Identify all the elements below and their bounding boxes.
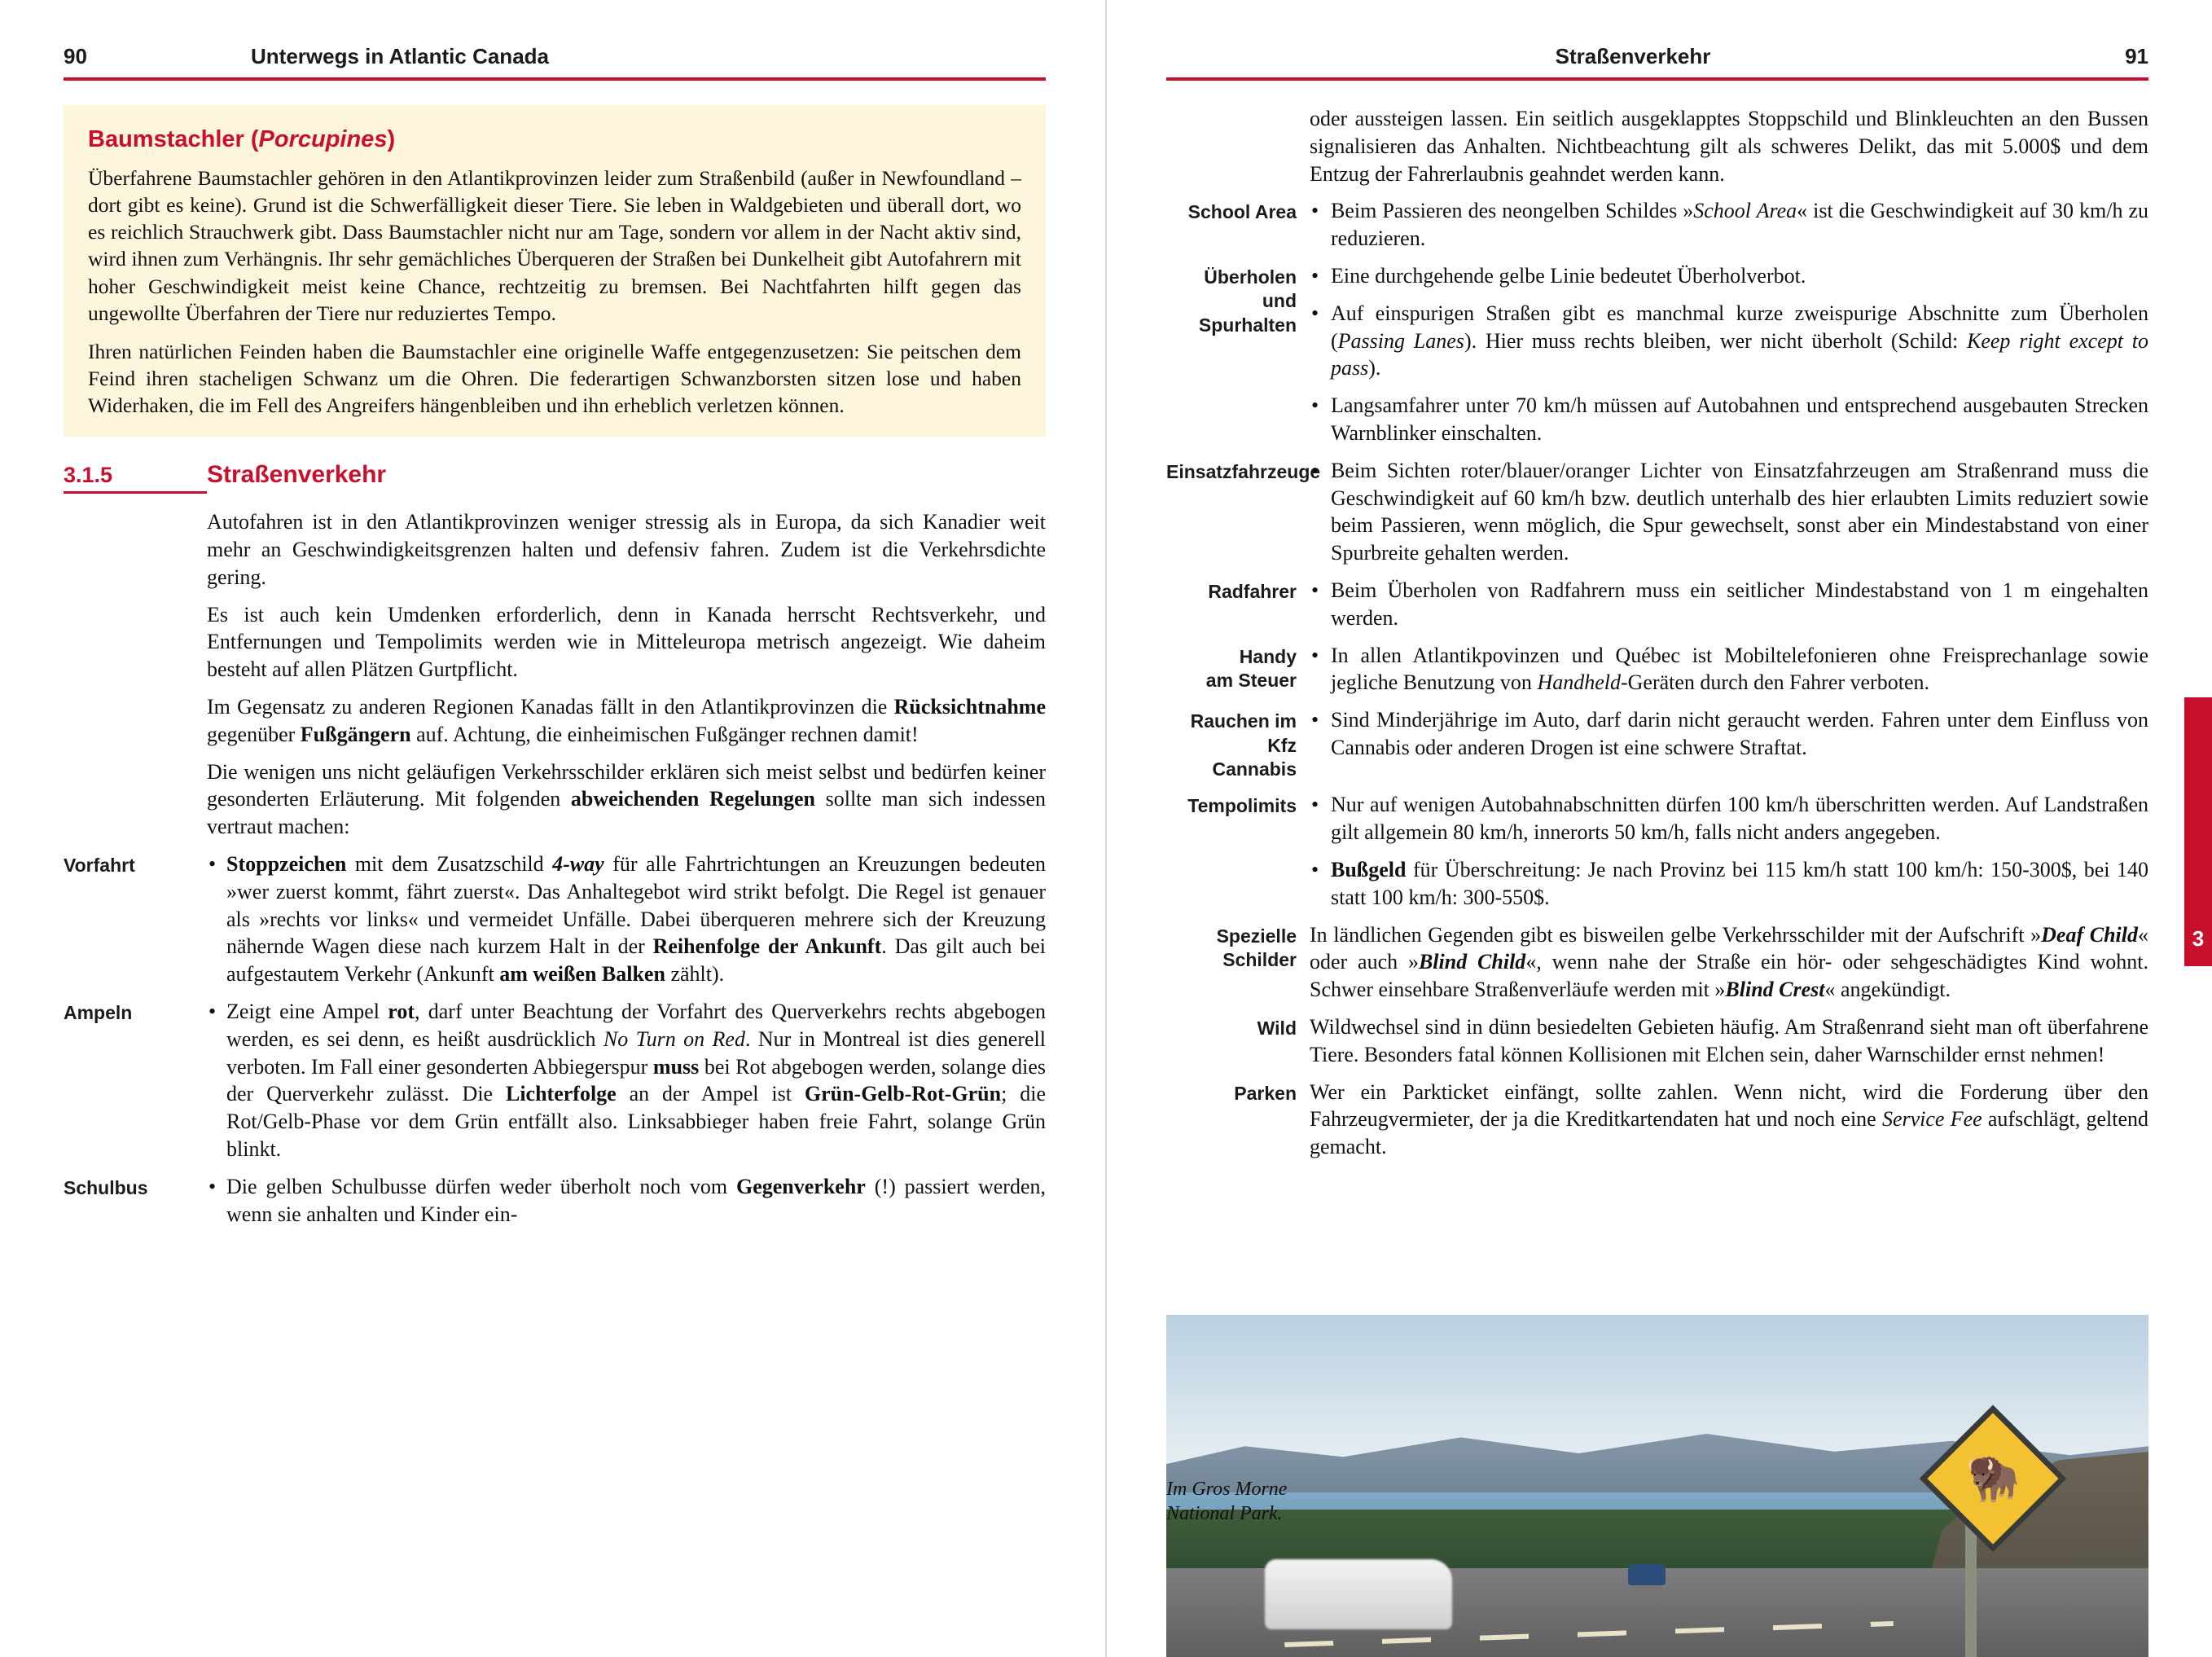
- bullet-item: [1310, 577, 2148, 632]
- text-run: ; die Rot/Gelb-Phase vor dem Grün entfällt also. Linksabbieger haben freie Fahrt, solange Grün blinkt.: [226, 1082, 1046, 1161]
- entry-body: [1310, 791, 2148, 911]
- margin-label-line: Parken: [1234, 1082, 1297, 1104]
- left-entry-list: [64, 850, 1046, 1228]
- bullet-list: [1310, 706, 2148, 762]
- text-run-bold: Stoppzeichen: [226, 852, 347, 877]
- right-folio: 91: [2125, 44, 2148, 68]
- text-run: Nur auf wenigen Autobahnabschnitten dürfen 100 km/h überschritten werden. Auf Landstraßen gilt allgemein 80 km/h, innerorts 50 km/h, falls nicht anders angegeben.: [1331, 793, 2148, 845]
- text-run: Sind Minderjährige im Auto, darf darin nicht geraucht werden. Fahren unter dem Einfluss von Cannabis oder anderen Drogen ist eine schwere Straftat.: [1331, 708, 2148, 759]
- text-run: Beim Überholen von Radfahrern muss ein seitlicher Mindestabstand von 1 m eingehalten werden.: [1331, 578, 2148, 630]
- paragraph: [1310, 921, 2148, 1004]
- bullet-list: [1310, 642, 2148, 697]
- text-run: Auf einspurigen Straßen gibt es manchmal kurze zweispurige Abschnitte zum Überholen (: [1331, 301, 2148, 353]
- text-run: « angekündigt.: [1824, 978, 1951, 1002]
- text-run: Wer ein Parkticket einfängt, sollte zahlen. Wenn nicht, wird die Forderung über den Fahrzeugvermieter, der ja die Kreditkartendaten hat und noch eine: [1310, 1079, 2148, 1132]
- text-run: Die gelben Schulbusse dürfen weder überholt noch vom: [226, 1174, 736, 1198]
- paragraph: Es ist auch kein Umdenken erforderlich, denn in Kanada herrscht Rechtsverkehr, und Entfernungen und Tempolimits werden wie in Mitteleuropa metrisch angezeigt. Wie daheim besteht auf allen Plätzen Gurtpflicht.: [207, 602, 1046, 682]
- margin-label-empty: [64, 508, 207, 512]
- text-run-italic: School Area: [1693, 199, 1797, 223]
- paragraph: [1310, 1013, 2148, 1069]
- margin-entry: [64, 998, 1046, 1163]
- text-run-bold: Fußgängern: [300, 722, 411, 746]
- margin-label-line: Spezielle: [1216, 925, 1297, 947]
- chapter-number: 3: [2192, 926, 2205, 951]
- text-run-bold: Bußgeld: [1331, 858, 1407, 882]
- photo-gros-morne: [1166, 1315, 2148, 1657]
- bullet-item: [1310, 706, 2148, 762]
- photo-car: [1628, 1564, 1666, 1585]
- text-run: Langsamfahrer unter 70 km/h müssen auf Autobahnen und entsprechend ausgebauten Strecken Warnblinker einschalten.: [1331, 393, 2148, 445]
- right-page: [1106, 0, 2212, 1657]
- margin-label: [1166, 1013, 1310, 1040]
- text-run: an der Ampel ist: [616, 1082, 805, 1106]
- bullet-item: [1310, 300, 2148, 382]
- photo-truck: [1265, 1559, 1452, 1629]
- text-run-italic: Keep right except to pass: [1331, 328, 2148, 380]
- bullet-item: [207, 850, 1046, 988]
- paragraph: Autofahren ist in den Atlantikprovinzen weniger stressig als in Europa, da sich Kanadier weit mehr an Geschwindigkeitsgrenzen halten und defensiv fahren. Zudem ist die Verkehrsdichte gering.: [207, 510, 1046, 589]
- bullet-list: [1310, 457, 2148, 567]
- margin-entry: [1166, 197, 2148, 253]
- margin-label-line: Ampeln: [64, 1002, 133, 1024]
- margin-label-line: Schulbus: [64, 1176, 148, 1198]
- text-run: . Nur in Montreal ist dies generell verboten. Im Fall einer gesonderten Abbiegerspur: [226, 1026, 1046, 1079]
- entry-body: [1310, 921, 2148, 1004]
- margin-label-line: Einsatzfahrzeuge: [1166, 460, 1321, 482]
- margin-label: [64, 1173, 207, 1200]
- margin-label: [1166, 262, 1310, 337]
- text-run-italic: Passing Lanes: [1337, 328, 1464, 353]
- bullet-item: [1310, 262, 2148, 290]
- bullet-list: [207, 1173, 1046, 1228]
- bullet-list: [1310, 262, 2148, 447]
- bullet-item: [1310, 791, 2148, 846]
- bullet-item: [1310, 642, 2148, 697]
- text-run: , darf unter Beachtung der Vorfahrt des Querverkehrs rechts abgebogen werden, es sei denn, es heißt ausdrücklich: [226, 1000, 1046, 1051]
- text-run: «, wenn nahe der Straße ein hör- oder sehgeschädigtes Kind wohnt. Schwer einsehbare Straßenverläufe werden mit »: [1310, 950, 2149, 1002]
- moose-glyph: 🦬: [1965, 1453, 2021, 1503]
- margin-label-line: Schilder: [1222, 949, 1297, 971]
- entry-body: [207, 850, 1046, 988]
- margin-label-line: Rauchen im Kfz: [1190, 710, 1297, 756]
- margin-label: [1166, 706, 1310, 781]
- text-run-bold: Reihenfolge der Ankunft: [652, 934, 882, 959]
- entry-body: [1310, 577, 2148, 632]
- right-entry-list: [1166, 197, 2148, 1161]
- entry-body: [1310, 457, 2148, 567]
- margin-label: [64, 850, 207, 877]
- entry-body: [207, 998, 1046, 1163]
- margin-label-line: Radfahrer: [1208, 580, 1297, 602]
- margin-label: [1166, 457, 1321, 484]
- bullet-list: [207, 998, 1046, 1163]
- margin-label: [1166, 921, 1310, 973]
- text-run: aufschlägt, geltend gemacht.: [1310, 1107, 2148, 1159]
- entry-body: [1310, 197, 2148, 253]
- paragraph: [1310, 1079, 2148, 1161]
- intro-block: [64, 508, 1046, 841]
- photo-caption: Im Gros Morne National Park.: [1166, 1478, 1288, 1525]
- left-folio: 90: [64, 44, 87, 68]
- continuation-body: [1310, 105, 2148, 187]
- text-run-bold: am weißen Balken: [499, 962, 665, 987]
- margin-label: [1166, 642, 1310, 693]
- text-run: bei Rot abgebogen werden, solange dies der Querverkehr zulässt. Die: [226, 1054, 1046, 1106]
- bullet-item: [207, 998, 1046, 1163]
- margin-label-line: Wild: [1257, 1017, 1297, 1039]
- paragraph-schilder: [207, 758, 1046, 841]
- text-run: Beim Sichten roter/blauer/oranger Lichter von Einsatzfahrzeugen am Straßenrand muss die Geschwindigkeit auf 60 km/h bzw. deutlich unterhalb des hier erlaubten Limits reduziert sowie beim Passieren, wenn möglich, die Spur gewechselt, sonst aber ein Mindestabstand von einer Spurbreite gehalten werden.: [1331, 458, 2148, 565]
- text-run: -Geräten durch den Fahrer verboten.: [1620, 670, 1929, 695]
- text-run: ). Hier muss rechts bleiben, wer nicht überholt (Schild:: [1464, 328, 1967, 353]
- right-running-head: [1166, 44, 2148, 81]
- text-run-bold: rot: [388, 1000, 415, 1024]
- section-number: 3.1.5: [64, 463, 207, 494]
- margin-entry: [1166, 706, 2148, 781]
- text-run-bold: Gegenverkehr: [735, 1174, 866, 1198]
- margin-label-line: am Steuer: [1205, 669, 1297, 691]
- margin-entry: [1166, 1013, 2148, 1069]
- text-run: zählt).: [665, 962, 725, 987]
- margin-label-line: School Area: [1187, 201, 1297, 223]
- margin-entry: [1166, 262, 2148, 447]
- text-run: ).: [1368, 356, 1381, 380]
- margin-label: [1166, 791, 1310, 818]
- text-run-bold: Rücksichtnahme: [893, 695, 1046, 719]
- paragraph: oder aussteigen lassen. Ein seitlich ausgeklapptes Stoppschild und Blinkleuchten an den Bussen signalisieren das Anhalten. Nichtbeachtung gilt als schweres Delikt, das mit 5.000$ und dem Entzug der Fahrerlaubnis geahndet werden kann.: [1310, 107, 2148, 186]
- text-run: auf. Achtung, die einheimischen Fußgänger rechnen damit!: [410, 722, 919, 746]
- margin-label-line: und: [1262, 290, 1297, 312]
- margin-label-line: Handy: [1239, 645, 1297, 667]
- text-run-bold-italic: Deaf Child: [2041, 922, 2139, 947]
- text-run: Die wenigen uns nicht geläufigen Verkehrsschilder erklären sich meist selbst und bedürfen keiner gesonderten Erläuterung. Mit folgenden: [207, 759, 1046, 811]
- infobox-paragraph: Überfahrene Baumstachler gehören in den Atlantikprovinzen leider zum Straßenbild (außer in Newfoundland – dort gibt es keine). Grund ist die Schwerfälligkeit dieser Tiere. Sie leben in Waldgebieten und überall dort, wo es reichlich Strauchwerk gibt. Dass Baumstachler nicht nur am Tage, sondern vor allem in der Nacht aktiv sind, wird ihnen zum Verhängnis. Ihr sehr gemächliches Überqueren der Straßen bei Dunkelheit gibt Autofahrern mit hoher Geschwindigkeit meist keine Chance, rechtzeitig zu bremsen. Bei Nachtfahrten hilft gegen das ungewollte Überfahren der Tiere nur reduziertes Tempo.: [88, 166, 1021, 325]
- margin-label-line: Tempolimits: [1187, 795, 1297, 817]
- entry-body: [1310, 1013, 2148, 1069]
- bullet-item: [1310, 856, 2148, 912]
- bullet-item: [1310, 392, 2148, 447]
- infobox-title-main: Baumstachler (: [88, 126, 259, 152]
- left-running-head: [64, 44, 1046, 81]
- text-run-bold-italic: 4-way: [552, 852, 604, 877]
- text-run: In allen Atlantikpovinzen und Québec ist Mobiltelefonieren ohne Freisprechanlage sowie jegliche Benutzung von: [1331, 643, 2148, 695]
- text-run-bold: muss: [652, 1054, 700, 1079]
- text-run: Beim Passieren des neongelben Schildes »: [1331, 199, 1694, 223]
- bullet-item: [1310, 197, 2148, 253]
- chapter-thumb-tab: [2184, 697, 2212, 966]
- text-run: für Überschreitung: Je nach Provinz bei 115 km/h statt 100 km/h: 150-300$, bei 140 statt 100 km/h: 300-550$.: [1331, 858, 2148, 909]
- text-run: sollte man sich indessen vertraut machen:: [207, 787, 1047, 839]
- bullet-list: [207, 850, 1046, 988]
- text-run: « oder auch »: [1310, 922, 2149, 974]
- infobox-title-close: ): [387, 126, 396, 152]
- margin-label: [64, 998, 207, 1025]
- text-run: Eine durchgehende gelbe Linie bedeutet Überholverbot.: [1331, 263, 1806, 288]
- margin-label-line: Vorfahrt: [64, 855, 135, 877]
- text-run: Zeigt eine Ampel: [226, 1000, 388, 1024]
- text-run: Im Gegensatz zu anderen Regionen Kanadas fällt in den Atlantikprovinzen die: [207, 695, 894, 719]
- bullet-item: [1310, 457, 2148, 567]
- margin-entry: [1166, 642, 2148, 697]
- text-run-italic: Service Fee: [1881, 1107, 1982, 1132]
- infobox-paragraph: Ihren natürlichen Feinden haben die Baumstachler eine originelle Waffe entgegenzusetzen: Sie peitschen dem Feind ihren stacheligen Schwanz um die Ohren. Die federartigen Schwanzborsten sitzen lose und haben Widerhaken, die im Fell des Angreifers hängenbleiben und ihn erheblich verletzen können.: [88, 339, 1021, 418]
- text-run: « ist die Geschwindigkeit auf 30 km/h zu reduzieren.: [1331, 199, 2149, 251]
- margin-label: [1166, 1079, 1310, 1105]
- paragraph-ruecksichtnahme: [207, 693, 1046, 749]
- entry-body: [1310, 642, 2148, 697]
- margin-entry: [1166, 791, 2148, 911]
- infobox-title: [88, 126, 1021, 153]
- right-running-title: Straßenverkehr: [1555, 44, 1711, 68]
- bullet-item: [207, 1173, 1046, 1228]
- text-run-italic: Handheld: [1537, 670, 1621, 695]
- bullet-list: [1310, 197, 2148, 253]
- entry-body: [1310, 262, 2148, 447]
- text-run-bold-italic: Blind Crest: [1725, 978, 1825, 1002]
- margin-entry: [1166, 921, 2148, 1004]
- margin-label-empty: [1166, 105, 1310, 108]
- margin-label-line: Spurhalten: [1198, 314, 1297, 336]
- margin-label-line: Cannabis: [1212, 758, 1297, 780]
- section-title: Straßenverkehr: [207, 461, 387, 489]
- text-run-bold: abweichenden Regelungen: [570, 787, 815, 811]
- text-run-bold-italic: Blind Child: [1418, 950, 1526, 974]
- text-run: In ländlichen Gegenden gibt es bisweilen gelbe Verkehrsschilder mit der Aufschrift »: [1310, 922, 2042, 947]
- section-heading: [64, 461, 1046, 494]
- text-run: gegenüber: [207, 722, 301, 746]
- text-run: für alle Fahrtrichtungen an Kreuzungen bedeuten »wer zuerst kommt, fährt zuerst«. Das Anhaltegebot wird strikt befolgt. Die Regel ist genauer als »rechts vor links« und vermeidet Unfälle. Dabei überqueren mehrere sich der Kreuzung nähernde Wagen diese nach kurzem Halt in der: [226, 852, 1046, 959]
- margin-label: [1166, 197, 1310, 224]
- infobox-porcupines: [64, 105, 1046, 437]
- text-run-bold: Lichterfolge: [505, 1082, 617, 1106]
- bullet-list: [1310, 577, 2148, 632]
- bullet-list: [1310, 791, 2148, 911]
- margin-entry: [1166, 457, 2148, 567]
- entry-body: [1310, 706, 2148, 762]
- text-run: mit dem Zusatzschild: [346, 852, 553, 877]
- text-run-bold: Grün-Gelb-Rot-Grün: [804, 1082, 1002, 1106]
- infobox-title-italic: Porcupines: [258, 126, 388, 152]
- margin-label: [1166, 577, 1310, 604]
- entry-body: [1310, 1079, 2148, 1161]
- text-run: Wildwechsel sind in dünn besiedelten Gebieten häufig. Am Straßenrand sieht man oft überfahrene Tiere. Besonders fatal können Kollisionen mit Elchen sein, daher Warnschilder ernst nehmen!: [1310, 1015, 2148, 1066]
- intro-body: [207, 508, 1046, 841]
- left-running-title: Unterwegs in Atlantic Canada: [251, 44, 549, 68]
- text-run: . Das gilt auch bei aufgestautem Verkehr (Ankunft: [226, 934, 1046, 987]
- margin-entry: [64, 850, 1046, 988]
- margin-entry: [1166, 1079, 2148, 1161]
- text-run-italic: No Turn on Red: [603, 1026, 745, 1051]
- margin-label-line: Überholen: [1204, 266, 1297, 288]
- continuation-block: [1166, 105, 2148, 187]
- entry-body: [207, 1173, 1046, 1228]
- text-run: (!) passiert werden, wenn sie anhalten und Kinder ein-: [226, 1174, 1046, 1226]
- margin-entry: [64, 1173, 1046, 1228]
- margin-entry: [1166, 577, 2148, 632]
